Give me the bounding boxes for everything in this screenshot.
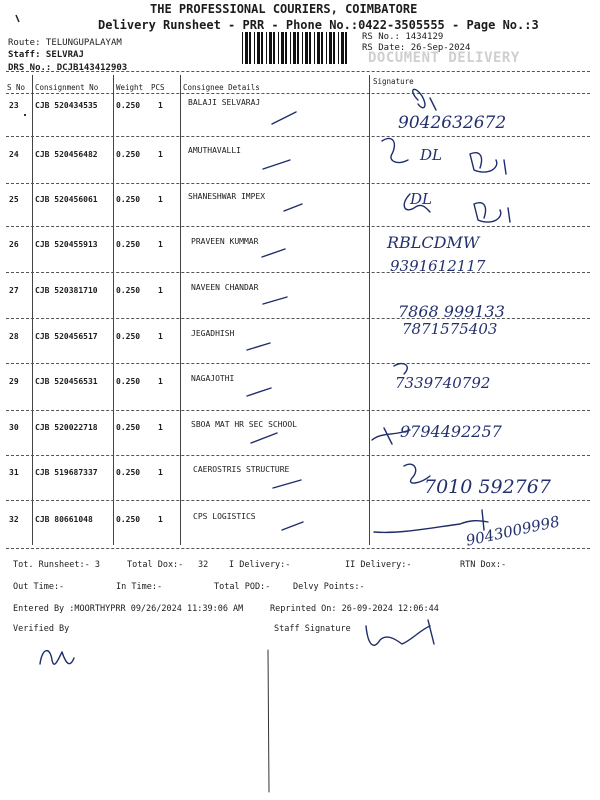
route-label: Route: TELUNGUPALAYAM (8, 38, 122, 48)
staff-label: Staff: SELVRAJ (8, 50, 84, 60)
row-consignment: CJB 520456517 (35, 332, 98, 341)
pen-tick (263, 160, 290, 169)
handwritten-note: DL (410, 190, 432, 208)
col-consignment-header: Consignment No (35, 83, 99, 92)
row-pcs: 1 (158, 332, 163, 341)
row-weight: 0.250 (116, 101, 141, 110)
total-dox-value: 32 (198, 560, 209, 570)
row-weight: 0.250 (116, 150, 141, 159)
pen-tick (263, 297, 287, 304)
signature-scribble (470, 153, 506, 174)
i-delivery: I Delivery:- (229, 560, 291, 570)
handwritten-note: 9391612117 (390, 257, 486, 275)
row-pcs: 1 (158, 150, 163, 159)
row-weight: 0.250 (116, 377, 141, 386)
staff-signature (366, 620, 434, 645)
handwritten-note: DL (420, 146, 442, 164)
handwritten-note: 7871575403 (402, 320, 498, 338)
row-consignee: CPS LOGISTICS (193, 512, 256, 521)
row-consignment: CJB 520434535 (35, 101, 98, 110)
pen-tick (251, 433, 277, 443)
staff-signature-label: Staff Signature (274, 624, 351, 634)
row-pcs: 1 (158, 286, 163, 295)
total-dox-label: Total Dox:- (127, 560, 184, 570)
col-weight-header: Weight (116, 83, 144, 92)
pen-tick (273, 480, 301, 488)
row-consignment: CJB 520456061 (35, 195, 98, 204)
drs-number: DRS No.: DCJB143412903 (8, 63, 128, 73)
company-title: THE PROFESSIONAL COURIERS, COIMBATORE (150, 2, 418, 16)
dot-mark (24, 114, 26, 116)
row-pcs: 1 (158, 423, 163, 432)
signature-scribble (374, 510, 488, 532)
signature-scribble (474, 203, 510, 222)
row-weight: 0.250 (116, 468, 141, 477)
handwritten-note: 7868 999133 (398, 302, 505, 321)
col-signature-header: Signature (373, 77, 414, 86)
col-pcs-header: PCS (151, 83, 165, 92)
row-pcs: 1 (158, 377, 163, 386)
row-sno: 28 (9, 332, 19, 341)
row-pcs: 1 (158, 195, 163, 204)
row-sno: 30 (9, 423, 19, 432)
pen-tick (284, 204, 302, 211)
row-consignment: CJB 80661048 (35, 515, 93, 524)
signature-scribble (382, 138, 408, 162)
row-consignment: CJB 519687337 (35, 468, 98, 477)
handwritten-note: 9042632672 (398, 113, 507, 133)
col-consignee-header: Consignee Details (183, 83, 260, 92)
row-sno: 24 (9, 150, 19, 159)
row-consignee: BALAJI SELVARAJ (188, 98, 261, 107)
pen-tick (247, 343, 270, 350)
delvy-points: Delvy Points:- (293, 582, 365, 592)
signature-scribble (413, 89, 436, 110)
col-sno-header: S No (7, 83, 26, 92)
verified-signature (40, 651, 74, 665)
row-weight: 0.250 (116, 240, 141, 249)
row-consignee: CAEROSTRIS STRUCTURE (193, 465, 290, 474)
row-sno: 23 (9, 101, 19, 110)
row-pcs: 1 (158, 101, 163, 110)
row-pcs: 1 (158, 515, 163, 524)
row-consignee: AMUTHAVALLI (188, 146, 241, 155)
pen-tick (262, 249, 285, 257)
row-sno: 32 (9, 515, 19, 524)
row-sno: 26 (9, 240, 19, 249)
row-weight: 0.250 (116, 515, 141, 524)
corner-mark-icon (14, 14, 22, 24)
row-consignee: PRAVEEN KUMMAR (191, 237, 259, 246)
row-weight: 0.250 (116, 195, 141, 204)
handwritten-note: 7010 592767 (424, 476, 551, 498)
pen-tick (272, 112, 296, 124)
row-pcs: 1 (158, 468, 163, 477)
row-weight: 0.250 (116, 332, 141, 341)
pen-line (268, 650, 269, 792)
row-consignee: SHANESHWAR IMPEX (188, 192, 266, 201)
reprinted-on: Reprinted On: 26-09-2024 12:06:44 (270, 604, 439, 614)
row-consignment: CJB 520456531 (35, 377, 98, 386)
row-consignment: CJB 520022718 (35, 423, 98, 432)
row-consignment: CJB 520381710 (35, 286, 98, 295)
row-consignment: CJB 520455913 (35, 240, 98, 249)
row-sno: 31 (9, 468, 19, 477)
total-pod: Total POD:- (214, 582, 271, 592)
out-time: Out Time:- (13, 582, 65, 592)
rs-number: RS No.: 1434129 (362, 32, 444, 42)
row-consignee: NAGAJOTHI (191, 374, 235, 383)
handwritten-note: RBLCDMW (387, 233, 480, 252)
ii-delivery: II Delivery:- (345, 560, 412, 570)
handwritten-note: 9043009998 (464, 512, 562, 550)
runsheet-subtitle: Delivery Runsheet - PRR - Phone No.:0422-3505555 - Page No.:3 (98, 18, 539, 32)
handwritten-note: 9794492257 (400, 422, 502, 441)
verified-by-label: Verified By (13, 624, 70, 634)
handwritten-note: 7339740792 (395, 374, 491, 392)
pen-tick (247, 388, 271, 396)
row-weight: 0.250 (116, 286, 141, 295)
in-time: In Time:- (116, 582, 163, 592)
document-delivery-watermark: DOCUMENT DELIVERY (368, 50, 520, 66)
rtn-dox: RTN Dox:- (460, 560, 507, 570)
row-sno: 25 (9, 195, 19, 204)
entered-by: Entered By :MOORTHYPRR 09/26/2024 11:39:06 AM (13, 604, 244, 614)
row-weight: 0.250 (116, 423, 141, 432)
row-consignee: JEGADHISH (191, 329, 235, 338)
row-pcs: 1 (158, 240, 163, 249)
rs-date: RS Date: 26-Sep-2024 (362, 43, 471, 53)
row-consignee: NAVEEN CHANDAR (191, 283, 259, 292)
row-sno: 29 (9, 377, 19, 386)
row-consignment: CJB 520456482 (35, 150, 98, 159)
tot-runsheet: Tot. Runsheet:- 3 (13, 560, 100, 570)
row-sno: 27 (9, 286, 19, 295)
pen-tick (282, 522, 303, 530)
signature-scribble (394, 364, 407, 374)
row-consignee: SBOA MAT HR SEC SCHOOL (191, 420, 297, 429)
